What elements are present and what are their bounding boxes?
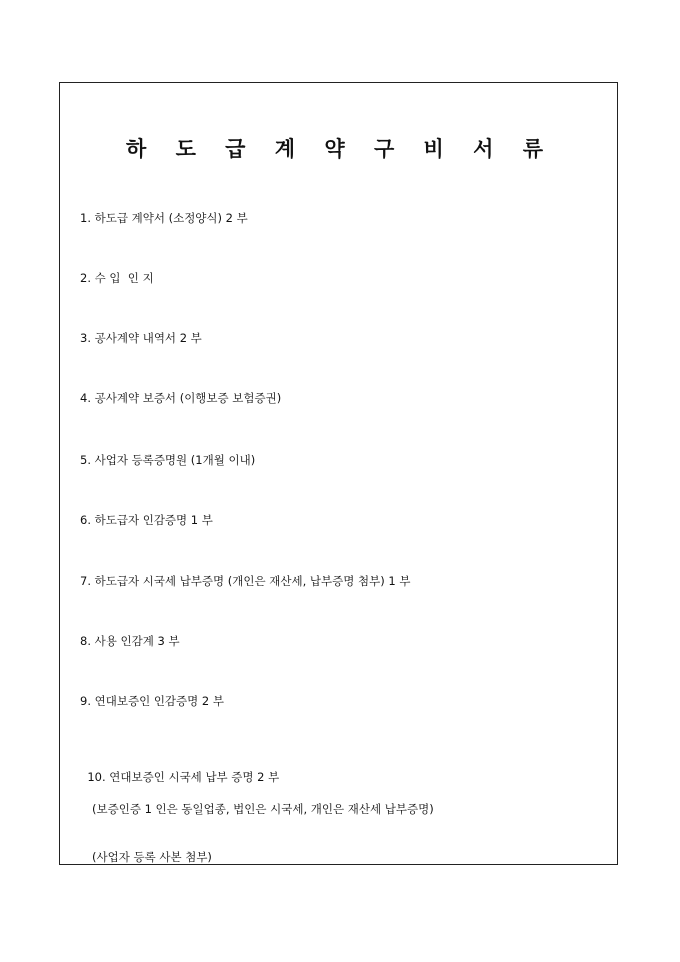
list-item: 1. 하도급 계약서 (소정양식) 2 부 (80, 211, 248, 225)
list-item: 7. 하도급자 시국세 납부증명 (개인은 재산세, 납부증명 첨부) 1 부 (80, 574, 411, 588)
list-item: 8. 사용 인감계 3 부 (80, 634, 180, 648)
list-item-note: (보증인증 1 인은 동일업종, 법인은 시국세, 개인은 재산세 납부증명) (92, 802, 434, 816)
list-item: 3. 공사계약 내역서 2 부 (80, 331, 202, 345)
list-item: 6. 하도급자 인감증명 1 부 (80, 513, 213, 527)
list-item-label: 10. 연대보증인 시국세 납부 증명 2 부 (87, 770, 280, 784)
list-item-note: (사업자 등록 사본 첨부) (92, 850, 212, 864)
document-border (59, 82, 618, 865)
document-title: 하 도 급 계 약 구 비 서 류 (125, 136, 555, 161)
list-item: 5. 사업자 등록증명원 (1개월 이내) (80, 453, 256, 467)
list-item: 9. 연대보증인 인감증명 2 부 (80, 694, 224, 708)
list-item: 4. 공사계약 보증서 (이행보증 보험증권) (80, 391, 282, 405)
list-item: 2. 수 입 인 지 (80, 271, 154, 285)
list-item-with-notes (80, 753, 434, 881)
